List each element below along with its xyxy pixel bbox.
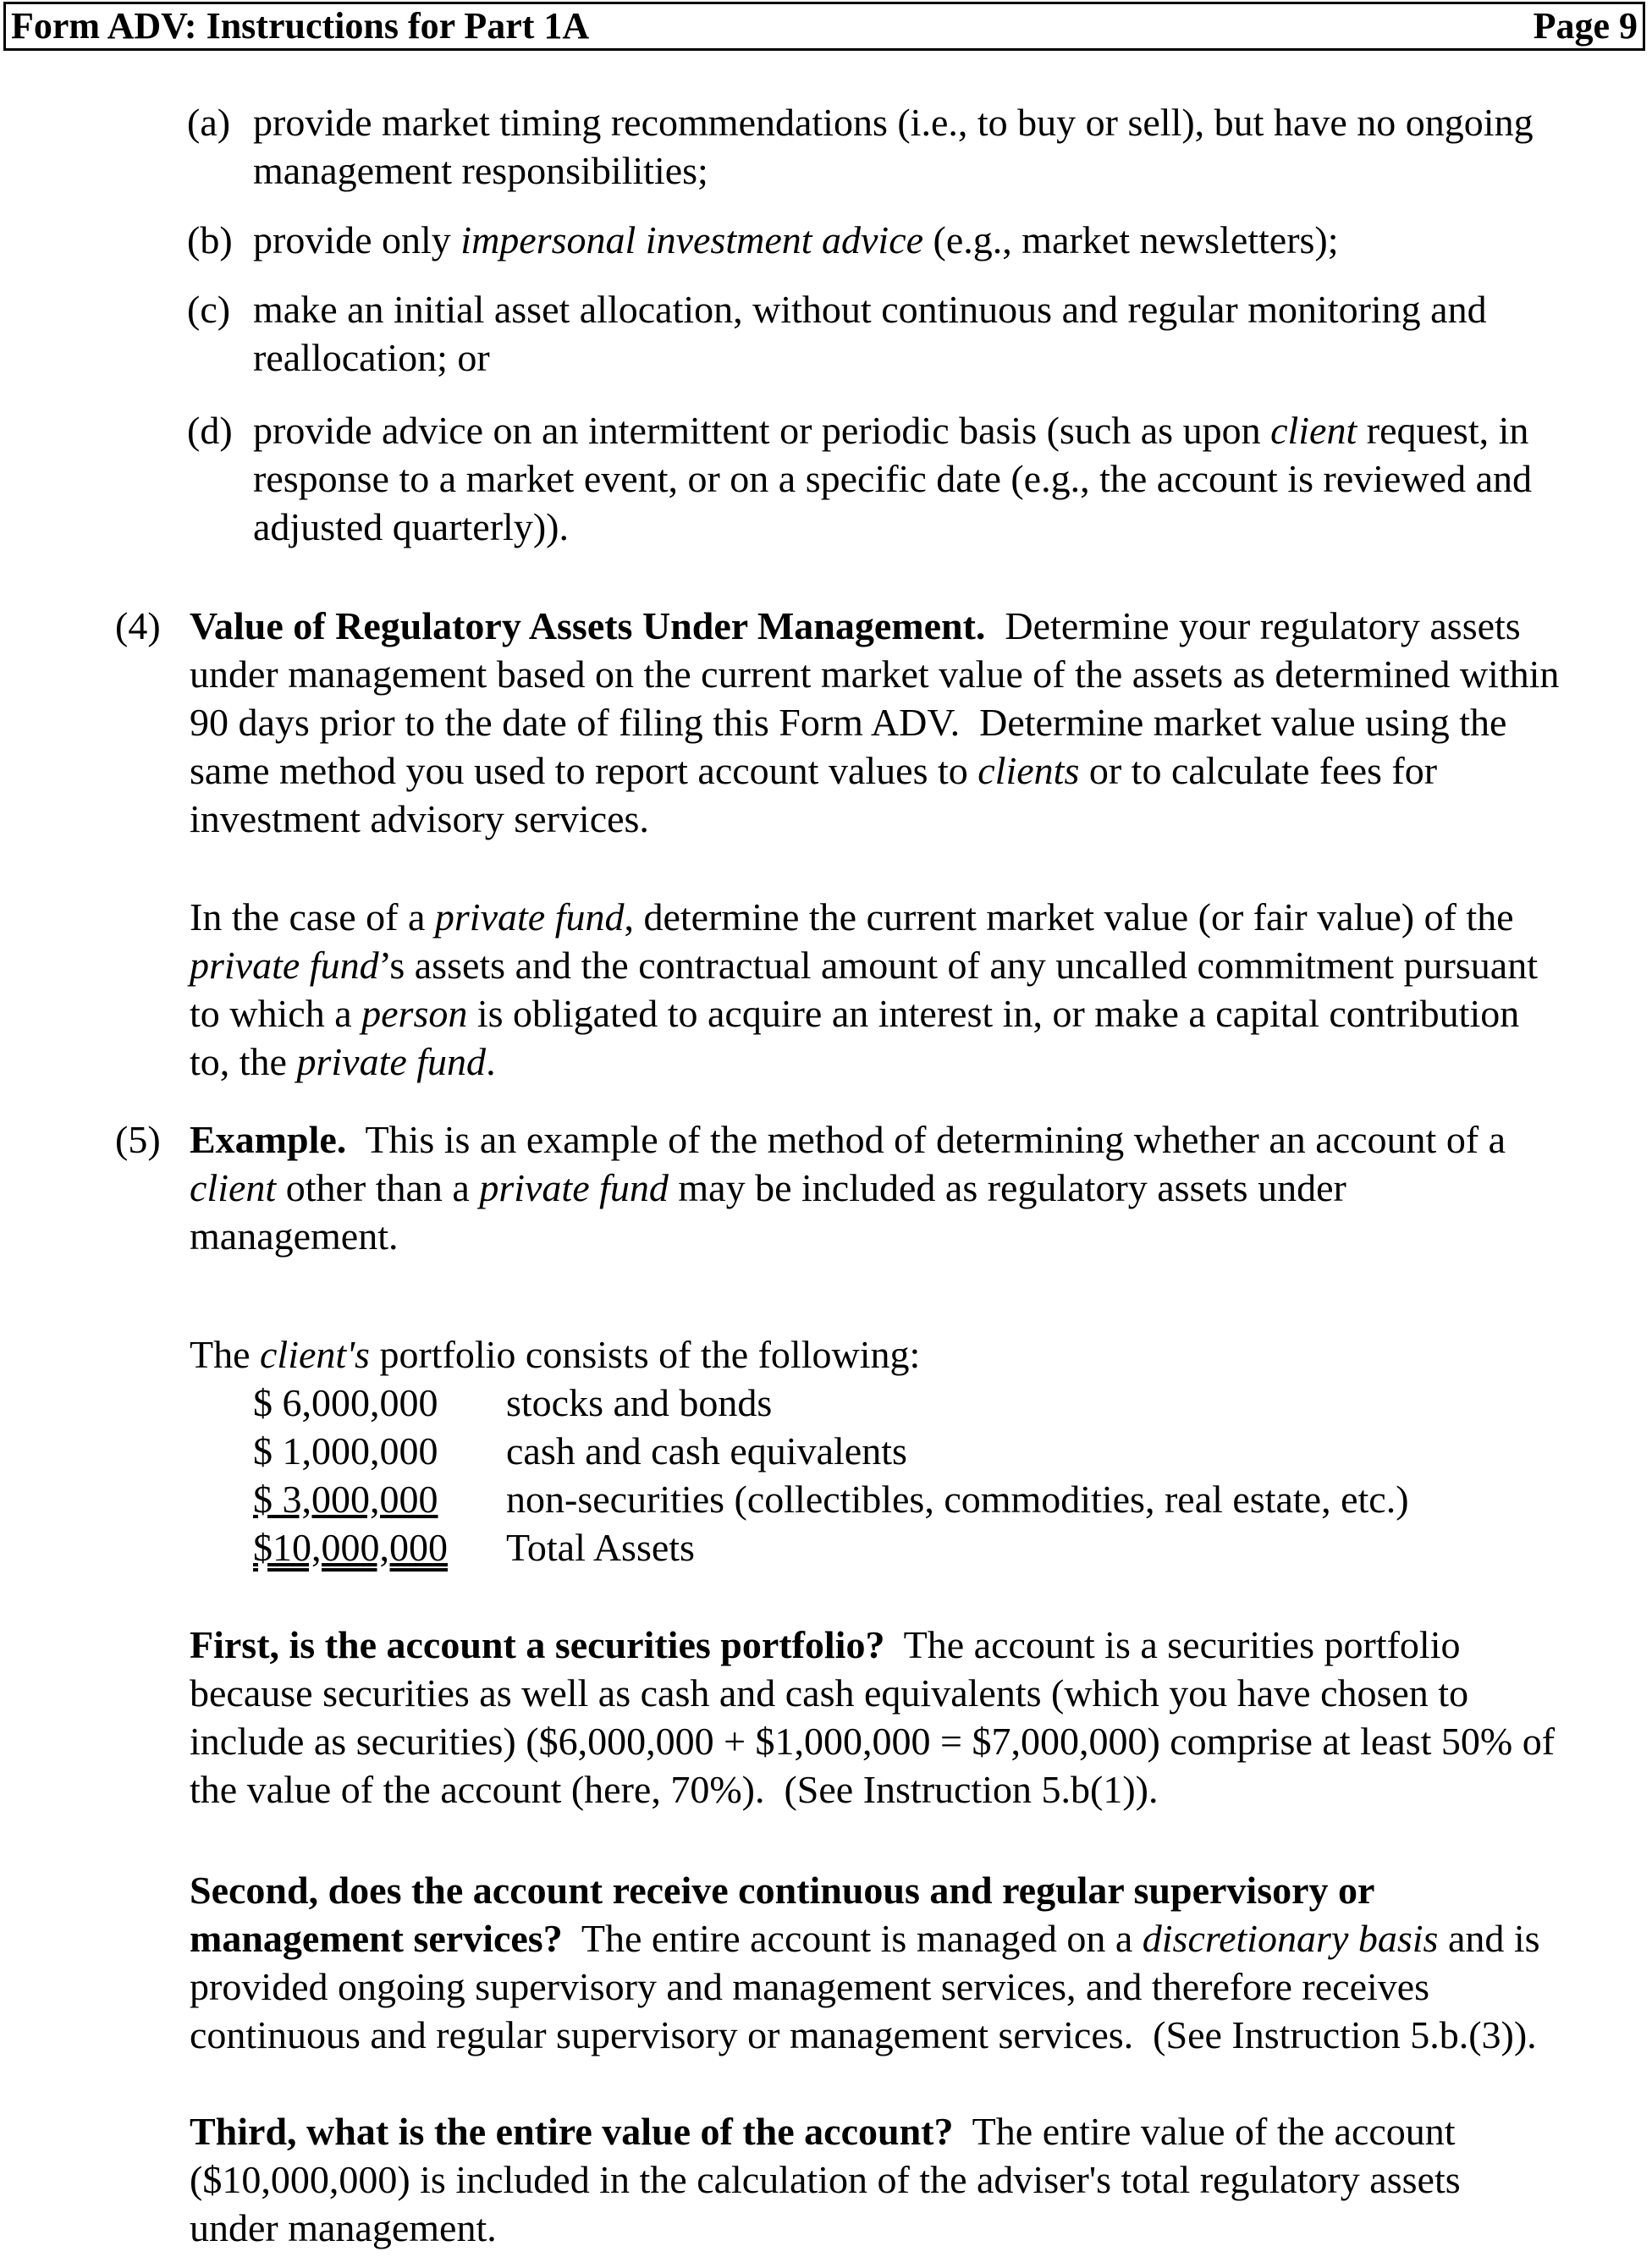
list-label: (b) — [187, 218, 233, 261]
text-segment: provide market timing recommendations (i.e., to buy or sell), but have no ongoing — [253, 101, 1534, 144]
text-line — [190, 602, 1559, 650]
text-line — [190, 989, 1538, 1038]
list-label: (d) — [187, 409, 233, 452]
list-label: (a) — [187, 101, 231, 144]
text-line — [253, 503, 1532, 551]
text-line — [190, 1765, 1555, 1814]
portfolio-description: stocks and bonds — [506, 1381, 773, 1424]
list-label: (5) — [115, 1118, 161, 1161]
text-segment: Determine your regulatory assets — [985, 604, 1521, 647]
document-title: Form ADV: Instructions for Part 1A — [11, 5, 590, 47]
text-line — [253, 98, 1534, 146]
bold-text: Value of Regulatory Assets Under Management. — [190, 604, 986, 647]
page-number: Page 9 — [1533, 5, 1638, 47]
page-header — [3, 2, 1645, 51]
item-c — [253, 285, 1487, 382]
text-line — [190, 2011, 1540, 2059]
text-line — [190, 893, 1538, 941]
item-a — [253, 98, 1534, 195]
text-line — [190, 1717, 1555, 1765]
text-segment: under management. — [190, 2206, 497, 2249]
text-segment: ($10,000,000) is included in the calculation of the adviser's total regulatory assets — [190, 2158, 1461, 2201]
text-segment: ’s assets and the contractual amount of any uncalled commitment pursuant — [378, 944, 1538, 987]
text-segment: reallocation; or — [253, 336, 490, 379]
item-b — [253, 216, 1339, 264]
text-segment: portfolio consists of the following: — [369, 1333, 921, 1376]
portfolio-description: Total Assets — [506, 1526, 695, 1569]
text-segment: is obligated to acquire an interest in, or make a capital contribution — [467, 992, 1520, 1035]
text-line — [253, 333, 1487, 382]
text-segment: provide advice on an intermittent or periodic basis (such as upon — [253, 409, 1271, 452]
italic-term: private fund — [479, 1166, 669, 1209]
text-line — [253, 454, 1532, 503]
portfolio-amount: $10,000,000 — [253, 1526, 448, 1569]
text-line — [190, 1164, 1506, 1212]
portfolio-amount: $ 3,000,000 — [253, 1478, 438, 1521]
text-line — [190, 2204, 1461, 2252]
text-segment: The entire value of the account — [953, 2110, 1456, 2153]
section-4 — [190, 602, 1559, 843]
text-segment: the value of the account (here, 70%). (See Instruction 5.b(1)). — [190, 1768, 1159, 1811]
text-segment: under management based on the current market value of the assets as determined within — [190, 652, 1560, 696]
portfolio-description: non-securities (collectibles, commodities, real estate, etc.) — [506, 1478, 1409, 1521]
text-segment: The entire account is managed on a — [562, 1917, 1143, 1960]
text-line — [190, 795, 1559, 843]
text-segment: and is — [1438, 1917, 1540, 1960]
section-5 — [190, 1115, 1506, 1260]
text-segment: adjusted quarterly)). — [253, 505, 569, 548]
portfolio-intro — [190, 1330, 920, 1379]
text-segment: to, the — [190, 1040, 297, 1083]
portfolio-amount: $ 1,000,000 — [253, 1429, 438, 1473]
text-line — [190, 2107, 1461, 2155]
text-line — [253, 216, 1339, 264]
text-segment: include as securities) ($6,000,000 + $1,000,000 = $7,000,000) comprise at least 50% of — [190, 1720, 1556, 1763]
private-fund-paragraph — [190, 893, 1538, 1086]
text-line — [253, 146, 1534, 195]
italic-term: client — [190, 1166, 277, 1209]
bold-text: Third, what is the entire value of the account? — [190, 2110, 954, 2153]
text-segment: provide only — [253, 218, 461, 261]
text-segment: management responsibilities; — [253, 149, 708, 192]
text-segment: 90 days prior to the date of filing this Form ADV. Determine market value using the — [190, 701, 1507, 744]
text-segment: may be included as regulatory assets under — [668, 1166, 1346, 1209]
italic-term: private fund — [296, 1040, 487, 1083]
italic-term: client — [1270, 409, 1357, 452]
text-line — [190, 1621, 1555, 1669]
text-segment: to which a — [190, 992, 362, 1035]
second-question — [190, 1866, 1540, 2059]
text-segment: investment advisory services. — [190, 797, 649, 840]
italic-term: client's — [260, 1333, 370, 1376]
italic-term: impersonal investment advice — [460, 218, 924, 261]
bold-text: Second, does the account receive continuous and regular supervisory or — [190, 1869, 1375, 1912]
third-question — [190, 2107, 1461, 2252]
text-segment: provided ongoing supervisory and management services, and therefore receives — [190, 1965, 1430, 2008]
text-line — [253, 285, 1487, 333]
italic-term: clients — [977, 749, 1080, 792]
italic-term: private fund — [190, 944, 379, 987]
text-segment: or to calculate fees for — [1079, 749, 1438, 792]
text-line — [190, 1038, 1538, 1086]
text-segment: request, in — [1357, 409, 1529, 452]
item-d — [253, 406, 1532, 551]
text-segment: , determine the current market value (or fair value) of the — [624, 895, 1514, 939]
text-segment: (e.g., market newsletters); — [923, 218, 1339, 261]
text-segment: because securities as well as cash and cash equivalents (which you have chosen to — [190, 1671, 1469, 1715]
text-segment: The account is a securities portfolio — [884, 1623, 1461, 1666]
portfolio-amount: $ 6,000,000 — [253, 1381, 438, 1424]
text-segment: same method you used to report account values to — [190, 749, 978, 792]
portfolio-description: cash and cash equivalents — [506, 1429, 907, 1473]
text-line — [190, 1866, 1540, 1914]
text-segment: management. — [190, 1214, 399, 1258]
text-line — [190, 1669, 1555, 1717]
italic-term: person — [361, 992, 468, 1035]
text-segment: . — [486, 1040, 496, 1083]
text-line — [190, 941, 1538, 989]
text-segment: response to a market event, or on a specific date (e.g., the account is reviewed and — [253, 457, 1532, 500]
bold-text: First, is the account a securities portfolio? — [190, 1623, 885, 1666]
text-segment: other than a — [276, 1166, 480, 1209]
text-line — [190, 1914, 1540, 1962]
text-line — [190, 650, 1559, 698]
list-label: (c) — [187, 288, 231, 331]
text-line — [190, 1962, 1540, 2011]
text-line — [190, 698, 1559, 746]
text-segment: The — [190, 1333, 261, 1376]
text-segment: In the case of a — [190, 895, 435, 939]
text-line — [190, 1330, 920, 1379]
bold-text: Example. — [190, 1118, 347, 1161]
list-label: (4) — [115, 604, 161, 647]
text-segment: This is an example of the method of determining whether an account of a — [346, 1118, 1506, 1161]
text-line — [190, 1115, 1506, 1164]
bold-text: management services? — [190, 1917, 563, 1960]
text-line — [253, 406, 1532, 454]
italic-term: discretionary basis — [1142, 1917, 1439, 1960]
italic-term: private fund — [434, 895, 625, 939]
text-line — [190, 2155, 1461, 2204]
text-segment: continuous and regular supervisory or management services. (See Instruction 5.b.(3)). — [190, 2013, 1537, 2056]
first-question — [190, 1621, 1555, 1814]
text-line — [190, 1212, 1506, 1260]
text-line — [190, 746, 1559, 795]
text-segment: make an initial asset allocation, without continuous and regular monitoring and — [253, 288, 1487, 331]
